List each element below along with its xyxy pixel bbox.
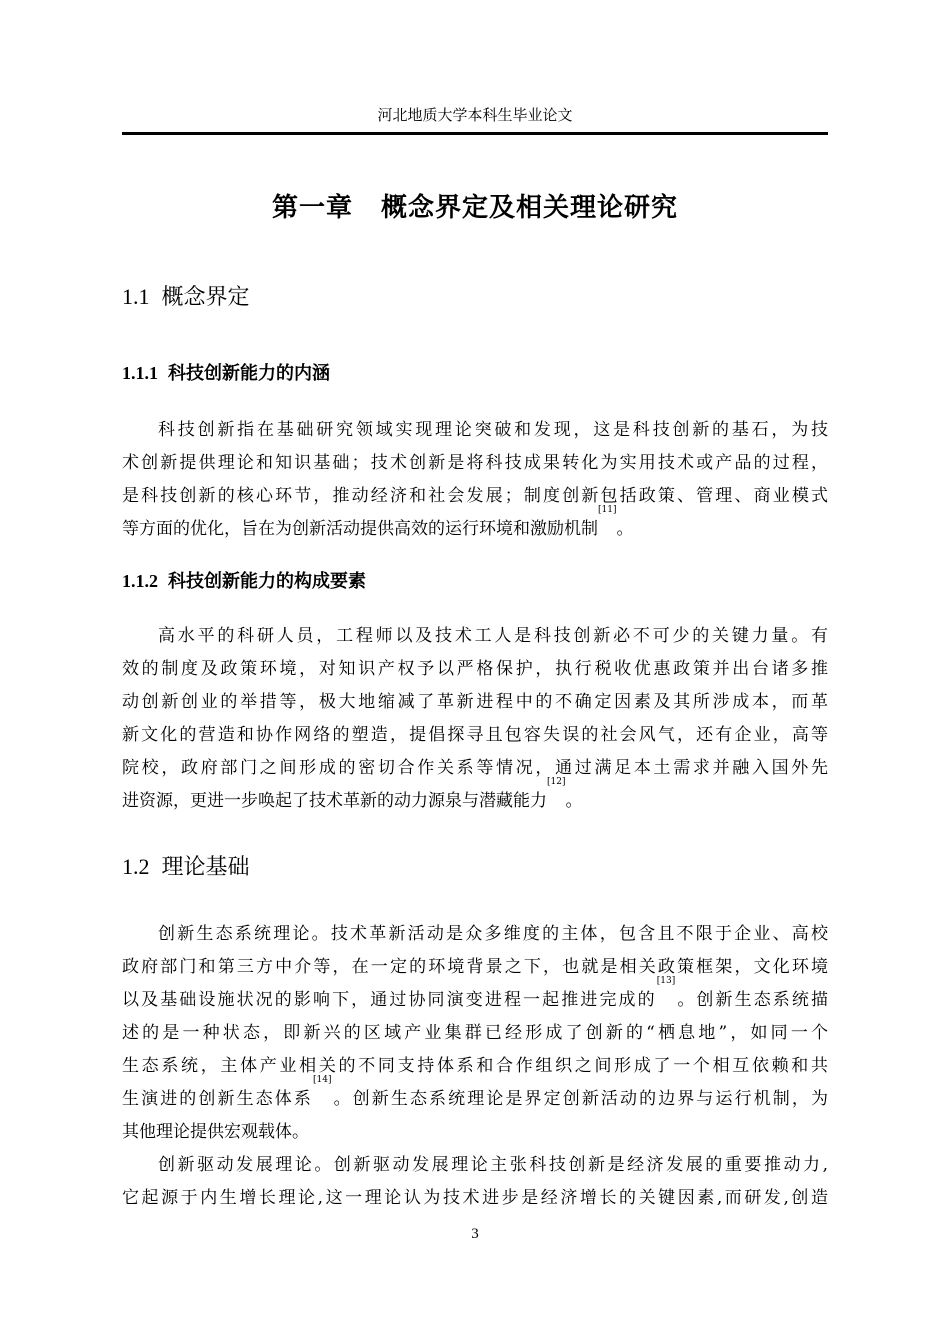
paragraph-line: 科技创新指在基础研究领域实现理论突破和发现，这是科技创新的基石，为技	[158, 420, 828, 440]
paragraph-line: 术创新提供理论和知识基础；技术创新是将科技成果转化为实用技术或产品的过程，	[122, 453, 828, 473]
paragraph-line: 创新生态系统理论。技术革新活动是众多维度的主体，包含且不限于企业、高校	[158, 924, 828, 944]
paragraph-line	[122, 505, 828, 546]
chapter-name: 概念界定及相关理论研究	[381, 193, 679, 223]
section-heading-1-2	[122, 852, 250, 883]
header-rule	[122, 132, 828, 135]
section-heading-1-1	[122, 282, 250, 313]
paragraph-line: 生态系统，主体产业相关的不同支持体系和合作组织之间形成了一个相互依赖和共	[122, 1056, 828, 1076]
subsection-title: 科技创新能力的内涵	[168, 363, 330, 384]
paragraph-ecosystem-theory	[122, 918, 828, 1149]
paragraph-line: 动创新创业的举措等，极大地缩减了革新进程中的不确定因素及其所涉成本，而革	[122, 692, 828, 712]
subsection-heading-1-1-1	[122, 360, 330, 387]
paragraph-innovation-elements	[122, 620, 828, 818]
subsection-heading-1-1-2	[122, 568, 366, 595]
subsection-number: 1.1.2	[122, 571, 158, 591]
paragraph-line: 是科技创新的核心环节，推动经济和社会发展；制度创新包括政策、管理、商业模式	[122, 486, 828, 506]
paragraph-line: 述的是一种状态，即新兴的区域产业集群已经形成了创新的“栖息地”，如同一个	[122, 1023, 828, 1043]
page-number: 3	[471, 1226, 479, 1242]
line-text: 。创新生态系统理论是界定创新活动的边界与运行机制，为	[331, 1089, 829, 1109]
paragraph-line: 创新驱动发展理论。创新驱动发展理论主张科技创新是经济发展的重要推动力,	[158, 1155, 828, 1175]
section-number: 1.1	[122, 284, 150, 309]
paragraph-line	[122, 777, 828, 818]
paragraph-line	[122, 976, 828, 1017]
subsection-title: 科技创新能力的构成要素	[168, 571, 366, 592]
paragraph-innovation-driven-theory	[122, 1149, 828, 1215]
citation-14: [14]	[312, 1075, 332, 1085]
line-text: 等方面的优化，旨在为创新活动提供高效的运行环境和激励机制	[122, 519, 598, 539]
paragraph-line: 新文化的营造和协作网络的塑造，提倡探寻且包容失误的社会风气，还有企业，高等	[122, 725, 828, 745]
citation-13: [13]	[656, 976, 676, 986]
paragraph-line: 效的制度及政策环境，对知识产权予以严格保护，执行税收优惠政策并出台诸多推	[122, 659, 828, 679]
line-text: 以及基础设施状况的影响下，通过协同演变进程一起推进完成的	[122, 990, 657, 1010]
chapter-number: 第一章	[271, 193, 353, 223]
section-title: 理论基础	[161, 855, 250, 880]
citation-11: [11]	[598, 505, 617, 515]
paragraph-line: 其他理论提供宏观载体。	[122, 1122, 309, 1142]
running-header: 河北地质大学本科生毕业论文	[377, 106, 573, 124]
line-end: 。	[616, 519, 634, 539]
paragraph-line: 高水平的科研人员，工程师以及技术工人是科技创新必不可少的关键力量。有	[158, 626, 828, 646]
line-text: 。创新生态系统描	[675, 990, 828, 1010]
section-number: 1.2	[122, 854, 150, 879]
citation-12: [12]	[547, 777, 566, 787]
paragraph-innovation-connotation	[122, 414, 828, 546]
paragraph-line: 它起源于内生增长理论,这一理论认为技术进步是经济增长的关键因素,而研发,创造	[122, 1188, 828, 1208]
line-text: 进资源，更进一步唤起了技术革新的动力源泉与潜藏能力	[122, 791, 547, 811]
chapter-title	[122, 190, 828, 226]
subsection-number: 1.1.1	[122, 363, 158, 383]
paragraph-line: 院校，政府部门之间形成的密切合作关系等情况，通过满足本土需求并融入国外先	[122, 758, 828, 778]
line-end: 。	[565, 791, 583, 811]
paragraph-line	[122, 1075, 829, 1116]
line-text: 生演进的创新生态体系	[122, 1089, 313, 1109]
section-title: 概念界定	[161, 285, 250, 310]
paragraph-line: 政府部门和第三方中介等，在一定的环境背景之下，也就是相关政策框架，文化环境	[122, 957, 828, 977]
